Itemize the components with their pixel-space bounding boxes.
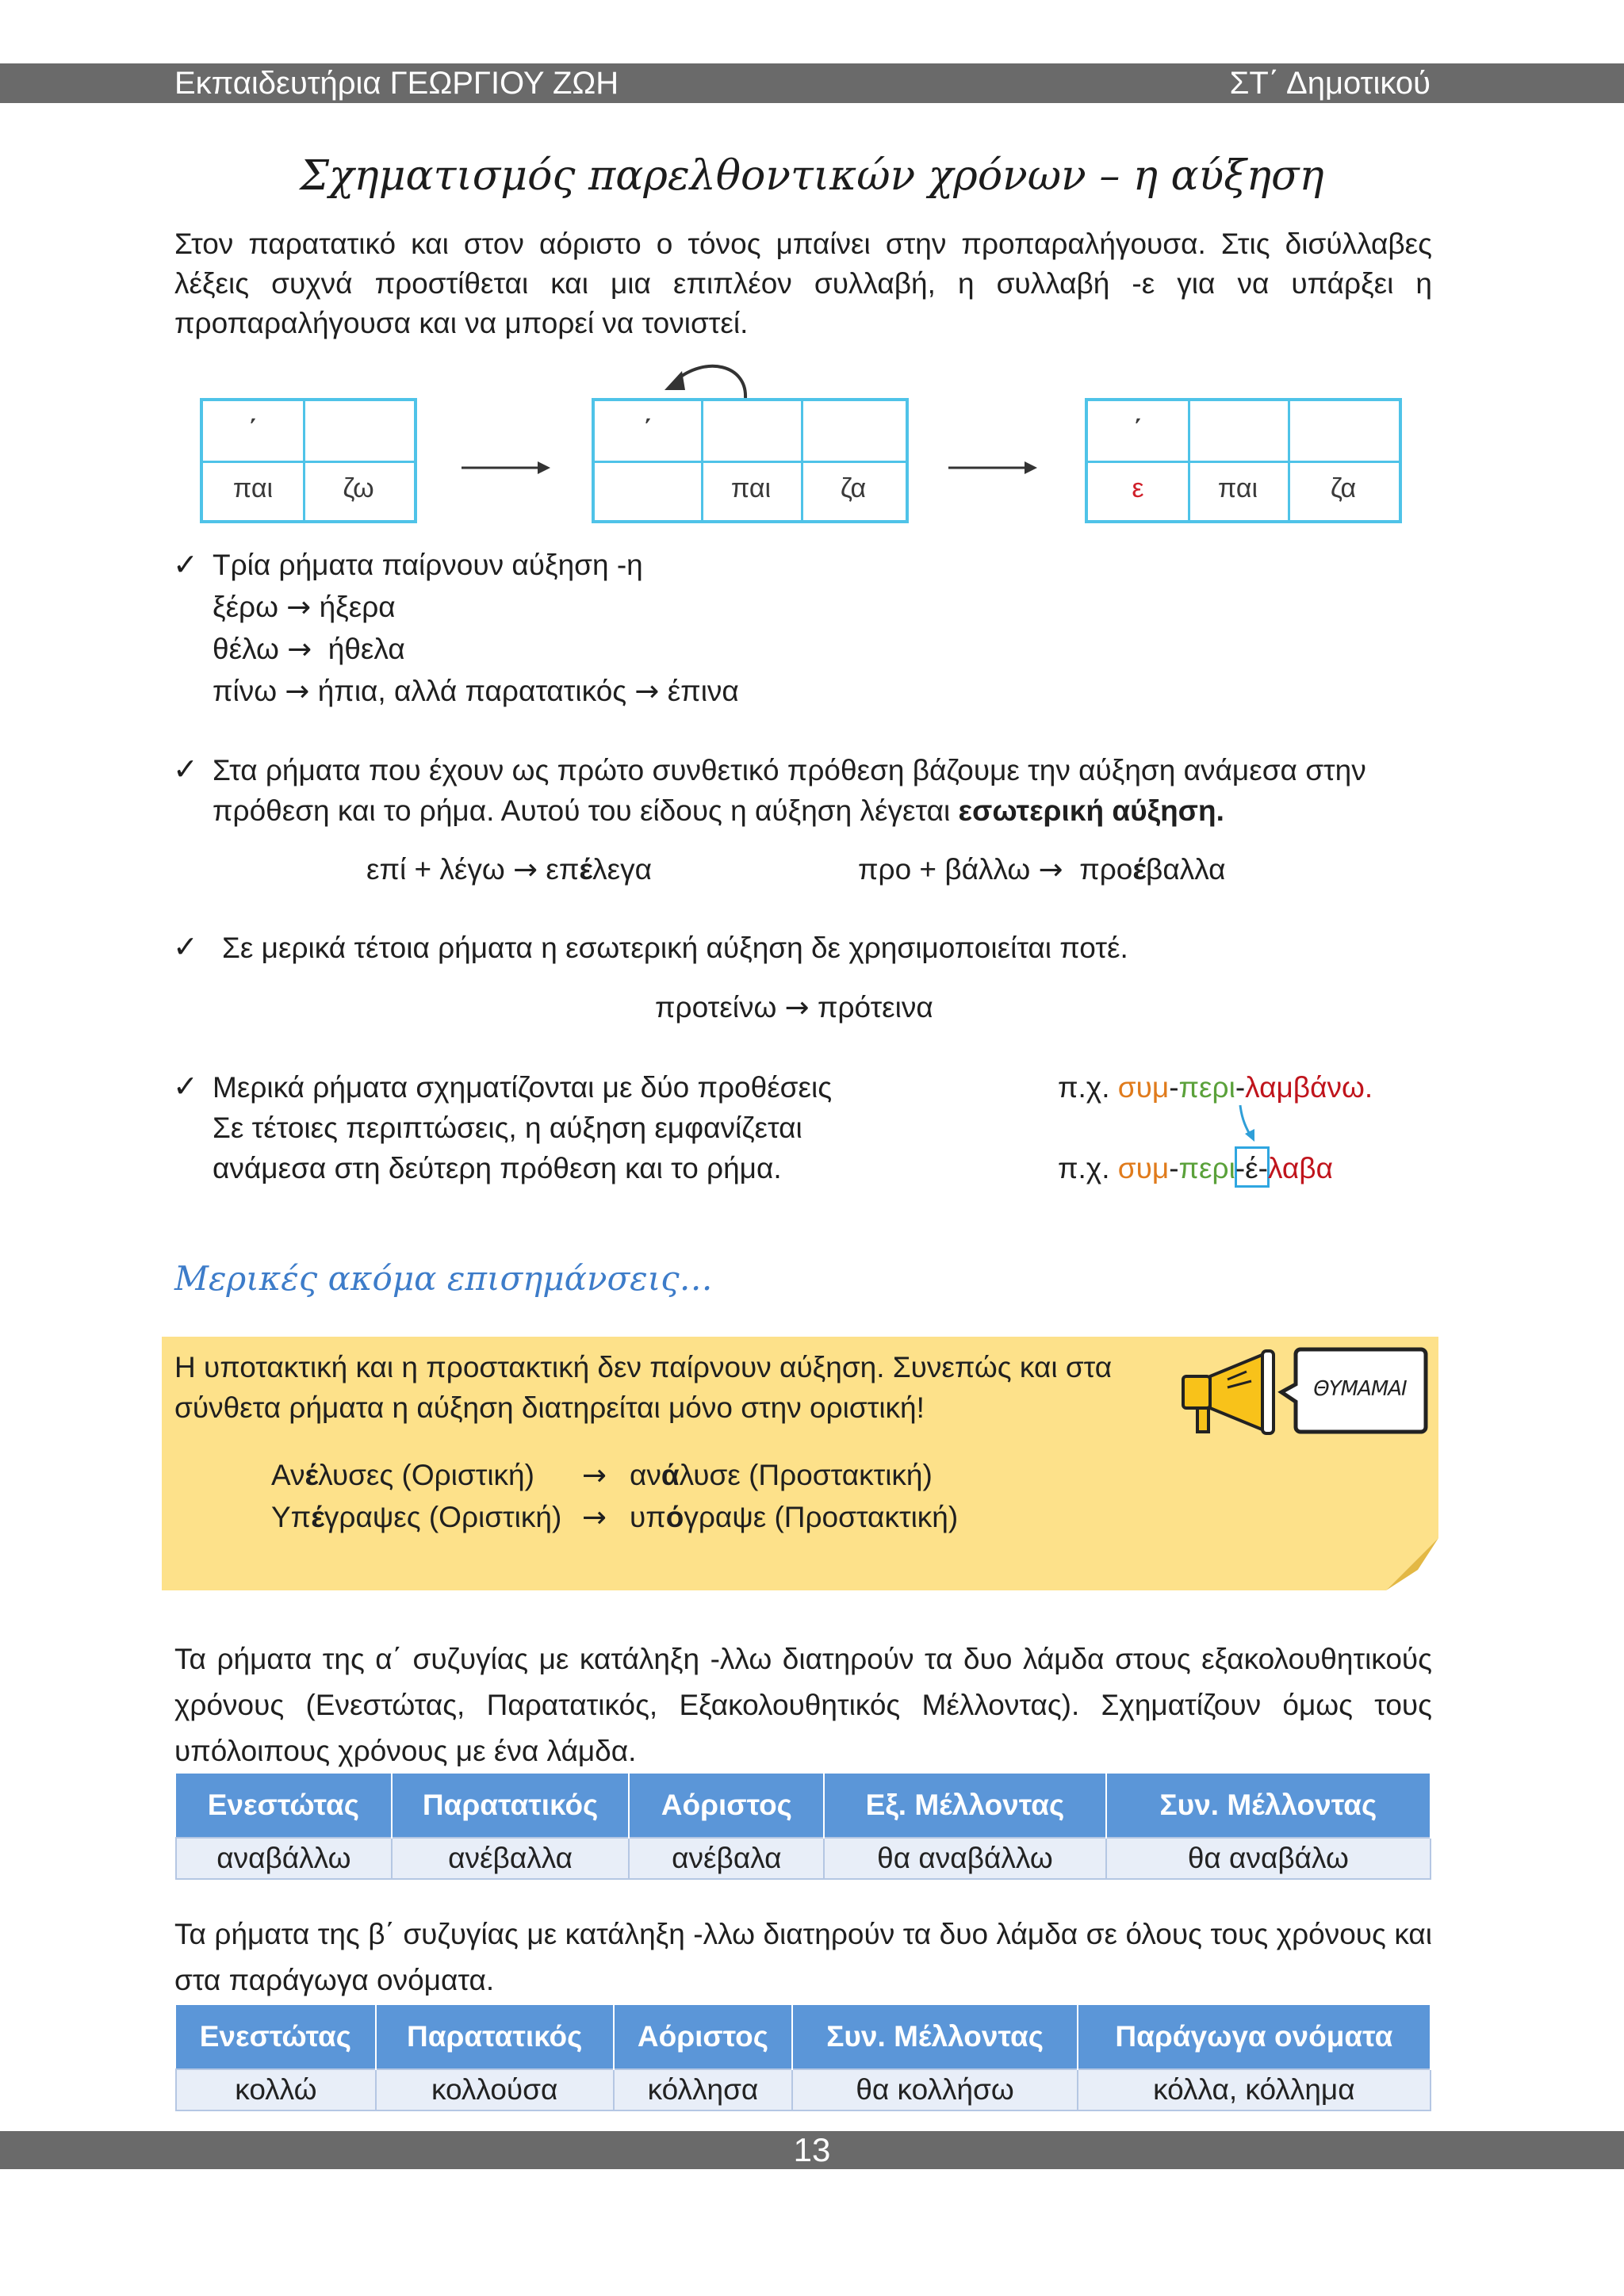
page-curl-icon — [1386, 1538, 1438, 1590]
column-header: Εξ. Μέλλοντας — [824, 1774, 1105, 1838]
paragraph-second-conjugation: Τα ρήματα της β΄ συζυγίας με κατάληξη -λλω διατηρούν τα δυο λάμδα σε όλους τους χρόνους και στα παράγωγα ονόματα. — [174, 1918, 1432, 1996]
empty-cell — [595, 461, 703, 520]
column-header: Αόριστος — [614, 2005, 793, 2069]
rule-text: Σε μερικά τέτοια ρήματα η εσωτερική αύξηση δε χρησιμοποιείται ποτέ. — [222, 932, 1128, 964]
table-header-row — [176, 1774, 1431, 1838]
conjugation-table-a — [175, 1774, 1431, 1880]
example-line — [213, 629, 405, 669]
separator: - — [1169, 1071, 1179, 1104]
column-header: Ενεστώτας — [176, 1774, 392, 1838]
verb-imperfect: έπινα — [667, 675, 739, 707]
arrow-icon: → — [1038, 852, 1063, 886]
compound-parts: επί + λέγω — [366, 853, 505, 886]
verb-past: ήπια, αλλά παρατατικός — [317, 675, 627, 707]
syllable-cell: ζα — [1330, 473, 1357, 503]
note-text-line2: σύνθετα ρήματα η αύξηση διατηρείται μόνο στην οριστική! — [174, 1391, 925, 1424]
prefix-1: συμ — [1117, 1152, 1170, 1184]
note-example-2a — [271, 1498, 561, 1537]
word-part: Αν — [271, 1459, 305, 1491]
insert-arrow-icon — [1234, 1102, 1266, 1145]
header-school: Εκπαιδευτήρια ΓΕΩΡΓΙΟΥ ΖΩΗ — [174, 66, 619, 101]
arrow-icon: → — [287, 632, 312, 666]
empty-cell — [1288, 401, 1399, 463]
note-example-1b — [630, 1456, 933, 1495]
rule-text-line1: Στα ρήματα που έχουν ως πρώτο συνθετικό πρόθεση βάζουμε την αύξηση ανάμεσα στην — [213, 754, 1366, 786]
syllable-cell: παι — [1188, 461, 1290, 520]
example-line — [213, 672, 739, 711]
table-cell: ανέβαλλα — [392, 1838, 630, 1879]
syllable-cell: παι — [203, 461, 305, 520]
table-row — [176, 1838, 1431, 1879]
table-cell: θα αναβάλλω — [824, 1838, 1105, 1879]
verb-part: βαλλα — [1146, 853, 1226, 886]
note-text-line1: Η υποτακτική και η προστακτική δεν παίρνουν αύξηση. Συνεπώς και στα — [174, 1351, 1113, 1383]
rule-text-line3: ανάμεσα στη δεύτερη πρόθεση και το ρήμα. — [213, 1152, 782, 1184]
column-header: Ενεστώτας — [176, 2005, 376, 2069]
stress-letter: ό — [665, 1501, 684, 1533]
arrow-icon: → — [513, 852, 538, 886]
augment-letter: έ — [311, 1501, 324, 1533]
header-grade: ΣΤ΄ Δημοτικού — [1229, 66, 1431, 101]
verb-past: ήξερα — [319, 591, 396, 623]
eg-label: π.χ. — [1058, 1071, 1118, 1104]
table-cell: κόλλησα — [614, 2069, 793, 2110]
empty-cell — [303, 401, 414, 463]
column-header: Συν. Μέλλοντας — [1106, 1774, 1431, 1838]
verb-present: πίνω — [213, 675, 278, 707]
syllable-box-2 — [592, 398, 909, 523]
verb-present: προτείνω — [655, 991, 777, 1024]
page-number: 13 — [793, 2131, 831, 2168]
prefix-2: περι — [1178, 1152, 1235, 1184]
separator: - — [1169, 1152, 1179, 1184]
prefix-2: περι — [1178, 1071, 1235, 1104]
arrow-right-icon — [458, 452, 553, 484]
augment-letter: έ — [304, 1459, 319, 1491]
prefix-1: συμ — [1117, 1071, 1170, 1104]
example-compound-1 — [366, 850, 652, 890]
rule-text-line1: Μερικά ρήματα σχηματίζονται με δύο προθέσεις — [213, 1071, 833, 1104]
paragraph-first-conjugation: Τα ρήματα της α΄ συζυγίας με κατάληξη -λλω διατηρούν τα δυο λάμδα στους εξακολουθητικούς χρόνους (Ενεστώτας, Παρατατικός, Εξακολουθητικός Μέλλοντας). Σχηματίζουν όμως τους υπόλοιπους χρόνους με ένα λάμδα. — [174, 1643, 1432, 1767]
compound-parts: προ + βάλλω — [858, 853, 1031, 886]
arrow-icon: → — [784, 990, 810, 1024]
verb-part: λεγα — [592, 853, 652, 886]
example-compound-2 — [858, 850, 1226, 890]
eg-label: π.χ. — [1058, 1152, 1118, 1184]
column-header: Παράγωγα ονόματα — [1078, 2005, 1431, 2069]
page-footer — [0, 2131, 1624, 2169]
augment-letter: έ — [579, 853, 593, 886]
table-cell: αναβάλλω — [176, 1838, 392, 1879]
key-term: εσωτερική αύξηση. — [958, 794, 1224, 827]
rule-text-line2 — [213, 791, 1434, 831]
checkmark-icon: ✓ — [173, 929, 198, 964]
intro-paragraph: Στον παρατατικό και στον αόριστο ο τόνος μπαίνει στην προπαραλήγουσα. Στις δισύλλαβες λέξεις συχνά προστίθεται και μια επιπλέον συλλαβή, η συλλαβή -ε για να υπάρξει η προπαραλήγουσα και να μπορεί να τονιστεί. — [174, 228, 1432, 339]
verb-part: προ — [1079, 853, 1133, 886]
curved-arrow-icon — [650, 349, 761, 404]
stress-letter: ά — [661, 1459, 680, 1491]
column-header: Παρατατικός — [392, 1774, 630, 1838]
verb-past: πρότεινα — [817, 991, 933, 1024]
verb-present: θέλω — [213, 633, 279, 665]
example-split-1 — [1058, 1068, 1373, 1108]
checkmark-icon: ✓ — [173, 547, 198, 582]
augment-letter: έ — [1132, 853, 1147, 886]
augment-cell: ε — [1088, 461, 1190, 520]
note-example-1a — [271, 1456, 534, 1495]
table-cell: κολλώ — [176, 2069, 376, 2110]
syllable-box-1 — [200, 398, 417, 523]
example-line — [213, 587, 396, 627]
arrow-icon: → — [286, 590, 312, 624]
table-cell: θα αναβάλω — [1106, 1838, 1431, 1879]
arrow-icon: → — [582, 1458, 607, 1492]
syllable-box-3 — [1085, 398, 1402, 523]
verb-part: επ — [546, 853, 580, 886]
example-split-2 — [1058, 1149, 1333, 1188]
table-cell: κολλούσα — [376, 2069, 614, 2110]
table-cell: ανέβαλα — [629, 1838, 824, 1879]
word-part: αν — [630, 1459, 661, 1491]
rule-text: πρόθεση και το ρήμα. Αυτού του είδους η αύξηση λέγεται — [213, 794, 959, 827]
rule-text-line2: Σε τέτοιες περιπτώσεις, η αύξηση εμφανίζεται — [213, 1112, 802, 1144]
empty-cell — [701, 401, 803, 463]
syllable-cell: ζα — [840, 473, 867, 503]
table-header-row — [176, 2005, 1431, 2069]
word-part: γραψε (Προστακτική) — [684, 1501, 959, 1533]
separator: - — [1235, 1071, 1246, 1104]
verb-present: ξέρω — [213, 591, 278, 623]
empty-cell — [801, 401, 906, 463]
checkmark-icon: ✓ — [173, 1069, 198, 1104]
verb-past: ήθελα — [327, 633, 405, 665]
accent-cell: ΄ — [595, 401, 703, 463]
page-title: Σχηματισμός παρελθοντικών χρόνων – η αύξηση — [300, 152, 1324, 200]
word-part: γραψες (Οριστική) — [324, 1501, 562, 1533]
verb-stem: λαμβάνω. — [1245, 1071, 1373, 1104]
arrow-icon: → — [285, 674, 310, 708]
word-part: λυσε (Προστακτική) — [679, 1459, 933, 1491]
arrow-right-icon — [945, 452, 1040, 484]
conjugation-table-b — [175, 2005, 1431, 2111]
example-line — [655, 988, 933, 1027]
page-header — [0, 63, 1624, 103]
empty-cell — [1188, 401, 1290, 463]
column-header: Συν. Μέλλοντας — [792, 2005, 1077, 2069]
word-part: λυσες (Οριστική) — [318, 1459, 534, 1491]
arrow-icon: → — [582, 1500, 607, 1534]
table-row — [176, 2069, 1431, 2110]
column-header: Αόριστος — [629, 1774, 824, 1838]
checkmark-icon: ✓ — [173, 752, 198, 786]
remember-label: ΘΥΜΑΜΑΙ — [1313, 1377, 1407, 1401]
syllable-cell: παι — [701, 461, 803, 520]
augment: -έ- — [1235, 1152, 1268, 1184]
word-part: υπ — [630, 1501, 666, 1533]
rule-heading: Τρία ρήματα παίρνουν αύξηση -η — [213, 549, 643, 581]
table-cell: κόλλα, κόλλημα — [1078, 2069, 1431, 2110]
word-part: Υπ — [271, 1501, 312, 1533]
accent-cell: ΄ — [203, 401, 305, 463]
arrow-icon: → — [634, 674, 660, 708]
note-example-2b — [630, 1498, 958, 1537]
column-header: Παρατατικός — [376, 2005, 614, 2069]
accent-cell: ΄ — [1088, 401, 1190, 463]
syllable-cell: ζω — [343, 473, 374, 503]
verb-stem: λαβα — [1267, 1152, 1333, 1184]
table-cell: θα κολλήσω — [792, 2069, 1077, 2110]
section-subheading: Μερικές ακόμα επισημάνσεις… — [174, 1259, 713, 1298]
